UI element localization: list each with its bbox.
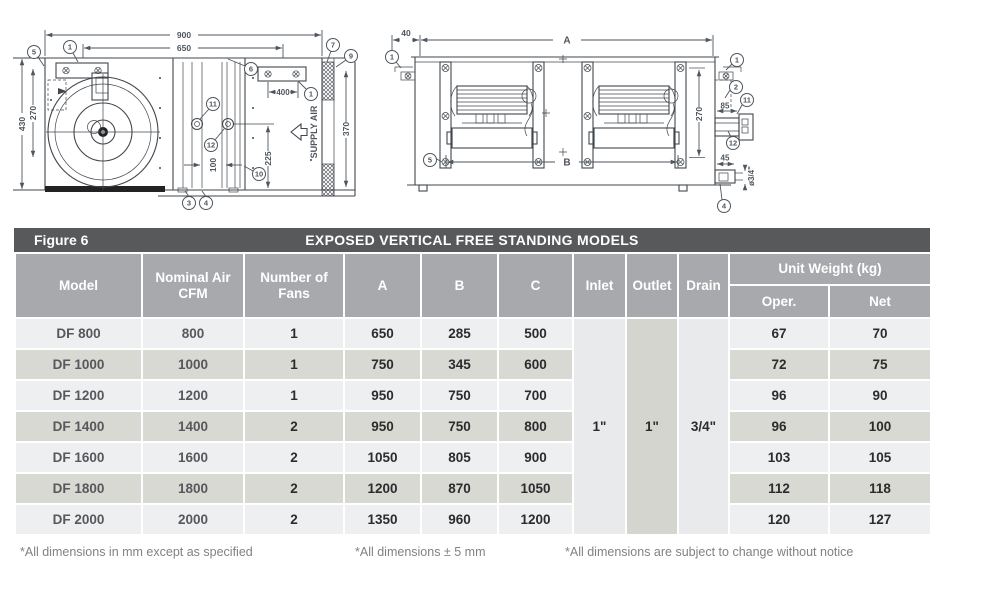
col-header-oper: Oper. [729,285,829,318]
footnote-tolerance: *All dimensions ± 5 mm [355,545,486,559]
cell-a: 950 [344,380,421,411]
dim-panel-width: 650 [176,43,192,53]
cell-a: 1050 [344,442,421,473]
cell-oper: 72 [729,349,829,380]
cell-fans: 1 [244,380,344,411]
cell-model: DF 1000 [15,349,142,380]
figure-label: Figure 6 [34,232,89,248]
dim-pipe-height: 225 [263,151,273,166]
dim-span-b: B [563,157,571,169]
col-header-model: Model [15,253,142,318]
cell-net: 127 [829,504,931,535]
cell-oper: 67 [729,318,829,349]
col-header-cfm: Nominal Air CFM [142,253,244,318]
flex-connector [322,164,334,196]
footnote-dimensions-mm: *All dimensions in mm except as specified [20,545,253,559]
cell-c: 1200 [498,504,573,535]
dim-coil-depth: 100 [208,157,218,173]
cell-c: 900 [498,442,573,473]
cell-b: 345 [421,349,498,380]
cell-a: 1200 [344,473,421,504]
callout-number: 9 [348,51,354,61]
cell-a: 950 [344,411,421,442]
pipe-connection [223,119,234,130]
dim-end-offset: 40 [401,28,411,38]
table-row [15,442,931,473]
col-header-c: C [498,253,573,318]
dim-fan-height: 270 [28,105,38,121]
cell-fans: 2 [244,473,344,504]
cell-fans: 2 [244,442,344,473]
table-row [15,504,931,535]
cell-c: 1050 [498,473,573,504]
cell-model: DF 1400 [15,411,142,442]
cell-a: 750 [344,349,421,380]
cell-net: 100 [829,411,931,442]
dim-right-height: 370 [341,121,351,137]
cell-fans: 1 [244,318,344,349]
callouts [386,51,754,213]
dim-height: 430 [17,116,27,132]
dim-conn-length: 85 [720,101,730,111]
cell-drain: 3/4" [678,318,729,535]
cell-c: 700 [498,380,573,411]
callout-number: 4 [203,198,209,208]
col-header-unit-weight: Unit Weight (kg) [729,253,931,285]
models-table [14,252,932,536]
footnote-subject-to-change: *All dimensions are subject to change without notice [565,545,854,559]
cell-cfm: 800 [142,318,244,349]
cell-fans: 2 [244,411,344,442]
callout-number: 10 [254,169,264,179]
dim-drain-offset: 45 [720,153,730,163]
callout-number: 5 [427,155,433,165]
callout-number: 2 [733,82,739,92]
cell-model: DF 1800 [15,473,142,504]
callout-number: 11 [209,99,217,109]
callout-number: 12 [206,140,216,150]
cell-c: 600 [498,349,573,380]
cell-model: DF 1600 [15,442,142,473]
cell-cfm: 1800 [142,473,244,504]
blower-scroll [46,63,160,190]
cell-b: 750 [421,411,498,442]
supply-outlet-section [258,62,334,196]
callout-number: 4 [721,201,727,211]
cell-oper: 112 [729,473,829,504]
cell-net: 90 [829,380,931,411]
cell-b: 750 [421,380,498,411]
cell-oper: 103 [729,442,829,473]
dimensions [389,28,756,190]
callout-number: 1 [308,89,314,99]
col-header-inlet: Inlet [573,253,626,318]
cell-b: 285 [421,318,498,349]
cell-inlet: 1" [573,318,626,535]
dim-overall-width: 900 [176,30,192,40]
cell-cfm: 1000 [142,349,244,380]
cell-oper: 120 [729,504,829,535]
table-row [15,318,931,349]
drain-stub [715,170,743,183]
cell-oper: 96 [729,380,829,411]
dim-conn-spacing: 400 [276,88,290,97]
table-row [15,473,931,504]
cell-model: DF 2000 [15,504,142,535]
spec-table-section [14,228,930,536]
supply-air-arrow-icon [291,124,307,140]
cell-b: 870 [421,473,498,504]
pipe-connection [192,119,203,130]
side-view-drawing [8,10,380,222]
cell-b: 805 [421,442,498,473]
col-header-drain: Drain [678,253,729,318]
dim-fan-height: 270 [694,106,704,122]
dim-span-a: A [563,35,571,47]
table-row [15,380,931,411]
callout-number: 7 [330,40,336,50]
cell-cfm: 1200 [142,380,244,411]
callout-number: 6 [248,64,254,74]
callout-number: 1 [67,42,73,52]
flex-connector [322,62,334,100]
col-header-outlet: Outlet [626,253,678,318]
callout-number: 1 [389,52,395,62]
cell-cfm: 1600 [142,442,244,473]
cell-c: 500 [498,318,573,349]
cell-cfm: 2000 [142,504,244,535]
cell-b: 960 [421,504,498,535]
front-view-drawing [383,10,775,222]
table-row [15,411,931,442]
cell-c: 800 [498,411,573,442]
cell-a: 1350 [344,504,421,535]
table-title-bar [14,228,930,252]
callout-number: 5 [31,47,37,57]
callout-number: 12 [728,138,738,148]
cell-net: 75 [829,349,931,380]
cell-net: 118 [829,473,931,504]
cell-model: DF 800 [15,318,142,349]
cell-fans: 2 [244,504,344,535]
dim-drain-size: ø3/4" [747,166,756,186]
callout-number: 3 [186,198,192,208]
callout-number: 11 [743,95,751,105]
unit-casing-outline [13,58,355,196]
col-header-a: A [344,253,421,318]
callouts [28,39,358,210]
cell-a: 650 [344,318,421,349]
cell-net: 105 [829,442,931,473]
col-header-net: Net [829,285,931,318]
cell-outlet: 1" [626,318,678,535]
supply-air-label: SUPPLY AIR [309,105,319,159]
callout-number: 1 [734,55,740,65]
cell-fans: 1 [244,349,344,380]
unit-casing-outline [395,55,741,191]
table-row [15,349,931,380]
cell-model: DF 1200 [15,380,142,411]
col-header-b: B [421,253,498,318]
cell-oper: 96 [729,411,829,442]
dimensions [17,30,354,189]
cell-cfm: 1400 [142,411,244,442]
table-title: EXPOSED VERTICAL FREE STANDING MODELS [305,232,639,248]
col-header-fans: Number of Fans [244,253,344,318]
fan-assembly [440,62,544,168]
cell-net: 70 [829,318,931,349]
